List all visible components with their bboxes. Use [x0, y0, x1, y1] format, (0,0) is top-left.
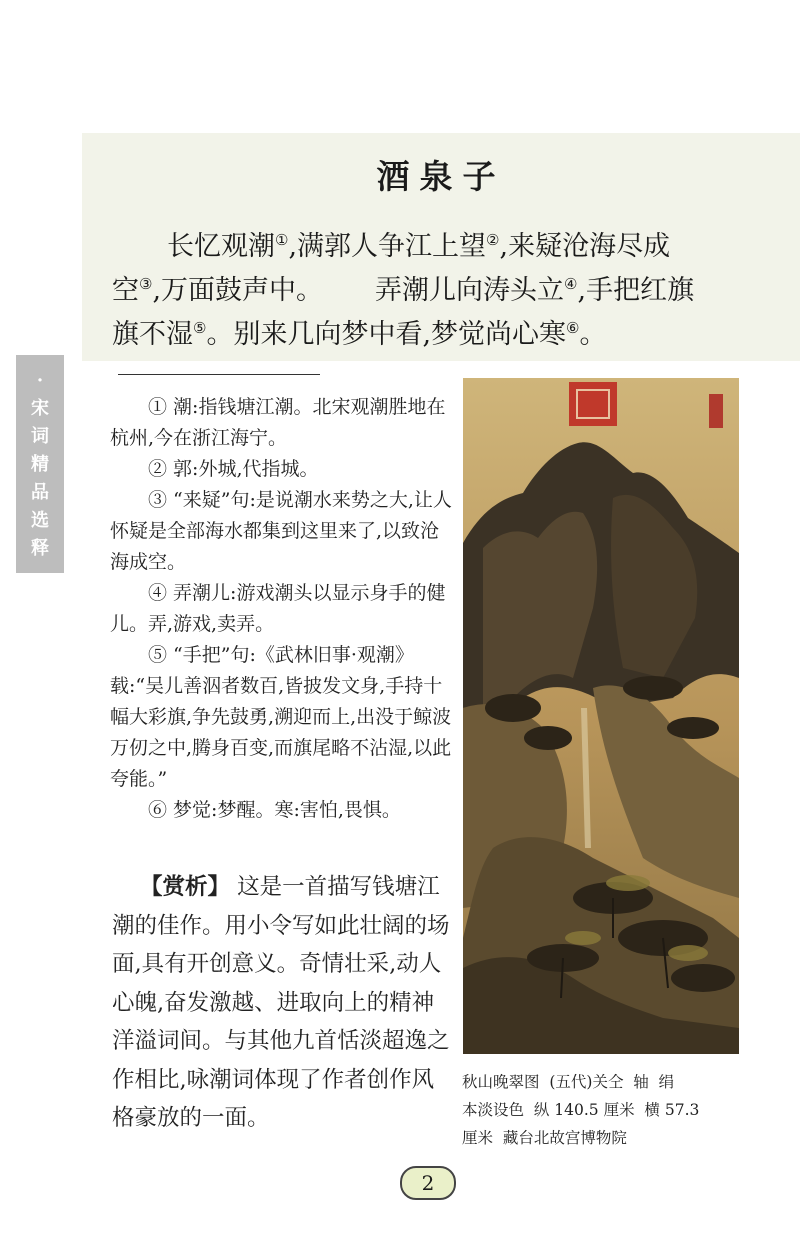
poem-line [112, 269, 792, 313]
footnote-item: ⑥ 梦觉:梦醒。寒:害怕,畏惧。 [148, 799, 401, 821]
poem-text: ,手把红旗 [577, 275, 695, 306]
footnote-item: ② 郭:外城,代指城。 [148, 458, 319, 480]
poem-text: ,满郭人争江上望 [288, 231, 487, 262]
notes-section [110, 392, 455, 826]
caption-line: 本淡设色 纵 140.5 厘米 横 57.3 [462, 1101, 700, 1119]
poem-line [112, 313, 792, 357]
appreciation-tag: 【赏析】 [140, 874, 231, 900]
appreciation-section [112, 868, 452, 1138]
poem-text: 长忆观潮 [167, 231, 275, 262]
footnote-item: ⑤ “手把”句:《武林旧事·观潮》载:“吴儿善泅者数百,皆披发文身,手持十幅大彩旗,争先鼓勇,溯迎而上,出没于鲸波万仞之中,腾身百变,而旗尾略不沾湿,以此夸能。” [110, 644, 452, 790]
footnote-marker: ④ [564, 275, 578, 293]
caption-line: 秋山晚翠图 (五代)关仝 轴 绢 [462, 1073, 675, 1091]
caption-line: 厘米 藏台北故宫博物院 [462, 1129, 627, 1147]
landscape-painting [463, 378, 739, 1054]
poem-text: 空 [112, 275, 139, 306]
poem-line [112, 225, 792, 269]
side-tab [16, 355, 64, 587]
poem-panel [82, 133, 800, 361]
footnote-marker: ⑥ [566, 319, 580, 337]
painting-caption [462, 1068, 767, 1152]
footnote-marker: ⑤ [193, 319, 207, 337]
poem-text: ,来疑沧海尽成 [499, 231, 671, 262]
poem-text: 。 [579, 319, 607, 350]
notes-divider [118, 374, 320, 375]
footnote-marker: ① [275, 231, 289, 249]
footnote-item: ④ 弄潮儿:游戏潮头以显示身手的健儿。弄,游戏,卖弄。 [110, 582, 446, 635]
poem-text: 旗不湿 [112, 319, 193, 350]
poem-text: ,万面鼓声中。 [152, 275, 324, 306]
footnote-marker: ③ [139, 275, 153, 293]
poem-title: 酒泉子 [376, 157, 506, 196]
footnote-item: ① 潮:指钱塘江潮。北宋观潮胜地在杭州,今在浙江海宁。 [110, 396, 446, 449]
page-number: 2 [400, 1166, 456, 1200]
footnote-marker: ② [486, 231, 500, 249]
poem-text: 弄潮儿向涛头立 [375, 275, 565, 306]
painting-image [463, 378, 739, 1054]
appreciation-text: 这是一首描写钱塘江潮的佳作。用小令写如此壮阔的场面,具有开创意义。奇情壮采,动人心魄,奋发激越、进取向上的精神洋溢词间。与其他九首恬淡超逸之作相比,咏潮词体现了作者创作风格豪放的一面。 [112, 874, 450, 1131]
side-tab-label: ·宋词精品选释· [31, 370, 49, 587]
poem-body [112, 225, 792, 357]
footnote-item: ③ “来疑”句:是说潮水来势之大,让人怀疑是全部海水都集到这里来了,以致沧海成空。 [110, 489, 452, 573]
poem-text: 。别来几向梦中看,梦觉尚心寒 [206, 319, 567, 350]
